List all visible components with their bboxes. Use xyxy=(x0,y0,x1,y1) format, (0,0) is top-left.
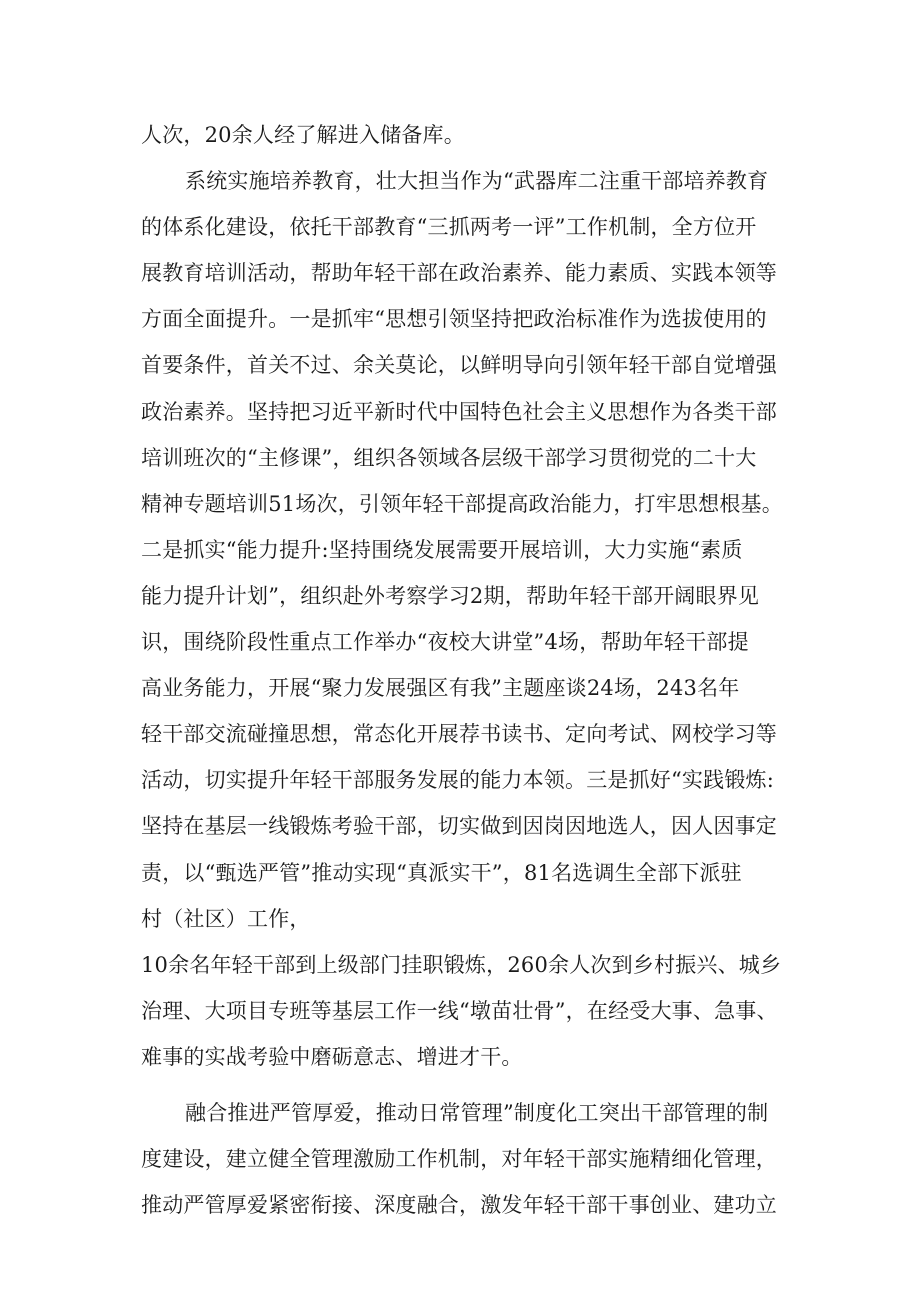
text-line: 系统实施培养教育，壮大担当作为“武器库二注重干部培养教育 xyxy=(185,169,769,194)
text-line: 难事的实战考验中磨砺意志、增进才干。 xyxy=(141,1044,523,1069)
text-line: 识，围绕阶段性重点工作举办“夜校大讲堂”4场，帮助年轻干部提 xyxy=(141,630,749,655)
text-line: 治理、大项目专班等基层工作一线“墩苗壮骨”，在经受大事、急事、 xyxy=(141,998,778,1023)
text-line: 高业务能力，开展“聚力发展强区有我”主题座谈24场，243名年 xyxy=(141,676,740,701)
text-line: 精神专题培训51场次，引领年轻干部提高政治能力，打牢思想根基。 xyxy=(141,491,783,516)
paragraph xyxy=(141,942,801,1080)
text-line: 培训班次的“主修课”，组织各领域各层级干部学习贯彻党的二十大 xyxy=(141,445,757,470)
text-line: 展教育培训活动，帮助年轻干部在政治素养、能力素质、实践本领等 xyxy=(141,261,777,286)
text-line: 轻干部交流碰撞思想，常态化开展荐书读书、定向考试、网校学习等 xyxy=(141,722,777,747)
text-line: 坚持在基层一线锻炼考验干部，切实做到因岗因地选人，因人因事定 xyxy=(141,814,777,839)
paragraph xyxy=(141,158,801,942)
text-line: 政治素养。坚持把习近平新时代中国特色社会主义思想作为各类干部 xyxy=(141,399,777,424)
text-line: 村（社区）工作， xyxy=(141,906,311,931)
text-line: 10余名年轻干部到上级部门挂职锻炼，260余人次到乡村振兴、城乡 xyxy=(141,952,782,977)
paragraph-gap xyxy=(141,1080,801,1090)
text-line: 推动严管厚爱紧密衔接、深度融合，激发年轻干部干事创业、建功立 xyxy=(141,1193,777,1218)
paragraph xyxy=(141,112,801,158)
text-line: 融合推进严管厚爱，推动日常管理”制度化工突出干部管理的制 xyxy=(185,1100,769,1125)
text-line: 二是抓实“能力提升:坚持围绕发展需要开展培训，大力实施“素质 xyxy=(141,537,743,562)
text-line: 人次，20余人经了解进入储备库。 xyxy=(141,123,465,147)
text-line: 活动，切实提升年轻干部服务发展的能力本领。三是抓好“实践锻炼: xyxy=(141,768,775,793)
text-line: 方面全面提升。一是抓牢“思想引领坚持把政治标准作为选拔使用的 xyxy=(141,307,767,332)
text-line: 的体系化建设，依托干部教育“三抓两考一评”工作机制，全方位开 xyxy=(141,215,757,240)
document-body xyxy=(141,112,801,1228)
text-line: 能力提升计划”，组织赴外考察学习2期，帮助年轻干部开阔眼界见 xyxy=(141,583,760,608)
paragraph xyxy=(141,1090,801,1228)
text-line: 责，以“甄选严管”推动实现“真派实干”，81名选调生全部下派驻 xyxy=(141,860,742,885)
text-line: 度建设，建立健全管理激励工作机制，对年轻干部实施精细化管理， xyxy=(141,1147,777,1172)
text-line: 首要条件，首关不过、余关莫论，以鲜明导向引领年轻干部自觉增强 xyxy=(141,353,777,378)
